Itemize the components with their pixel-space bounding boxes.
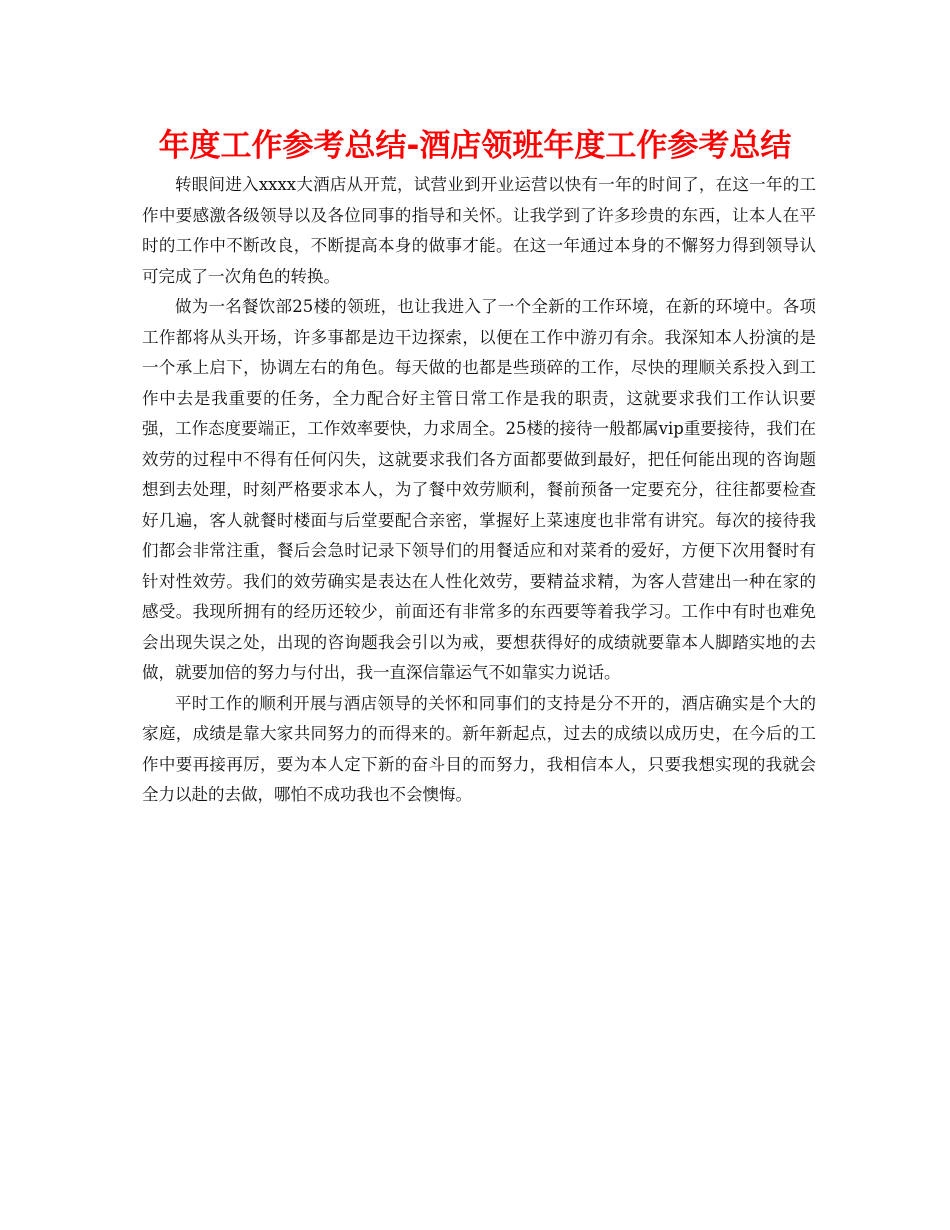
document-body [142, 170, 816, 811]
paragraph-1: 转眼间进入xxxx大酒店从开荒，试营业到开业运营以快有一年的时间了，在这一年的工作中要感激各级领导以及各位同事的指导和关怀。让我学到了许多珍贵的东西，让本人在平时的工作中不断改良，不断提高本身的做事才能。在这一年通过本身的不懈努力得到领导认可完成了一次角色的转换。 [142, 175, 816, 286]
document-title: 年度工作参考总结-酒店领班年度工作参考总结 [158, 128, 792, 164]
paragraph-2: 做为一名餐饮部25楼的领班，也让我进入了一个全新的工作环境，在新的环境中。各项工作都将从头开场，许多事都是边干边探索，以便在工作中游刃有余。我深知本人扮演的是一个承上启下，协调左右的角色。每天做的也都是些琐碎的工作，尽快的理顺关系投入到工作中去是我重要的任务，全力配合好主管日常工作是我的职责，这就要求我们工作认识要强，工作态度要端正，工作效率要快，力求周全。25楼的接待一般都属vip重要接待，我们在效劳的过程中不得有任何闪失，这就要求我们各方面都要做到最好，把任何能出现的咨询题想到去处理，时刻严格要求本人，为了餐中效劳顺利，餐前预备一定要充分，往往都要检查好几遍，客人就餐时楼面与后堂要配合亲密，掌握好上菜速度也非常有讲究。每次的接待我们都会非常注重，餐后会急时记录下领导们的用餐适应和对菜肴的爱好，方便下次用餐时有针对性效劳。我们的效劳确实是表达在人性化效劳，要精益求精，为客人营建出一种在家的感受。我现所拥有的经历还较少，前面还有非常多的东西要等着我学习。工作中有时也难免会出现失误之处，出现的咨询题我会引以为戒，要想获得好的成绩就要靠本人脚踏实地的去做，就要加倍的努力与付出，我一直深信靠运气不如靠实力说话。 [142, 297, 816, 682]
paragraph-3: 平时工作的顺利开展与酒店领导的关怀和同事们的支持是分不开的，酒店确实是个大的家庭，成绩是靠大家共同努力的而得来的。新年新起点，过去的成绩以成历史，在今后的工作中要再接再厉，要为本人定下新的奋斗目的而努力，我相信本人，只要我想实现的我就会全力以赴的去做，哪怕不成功我也不会懊悔。 [142, 693, 816, 804]
